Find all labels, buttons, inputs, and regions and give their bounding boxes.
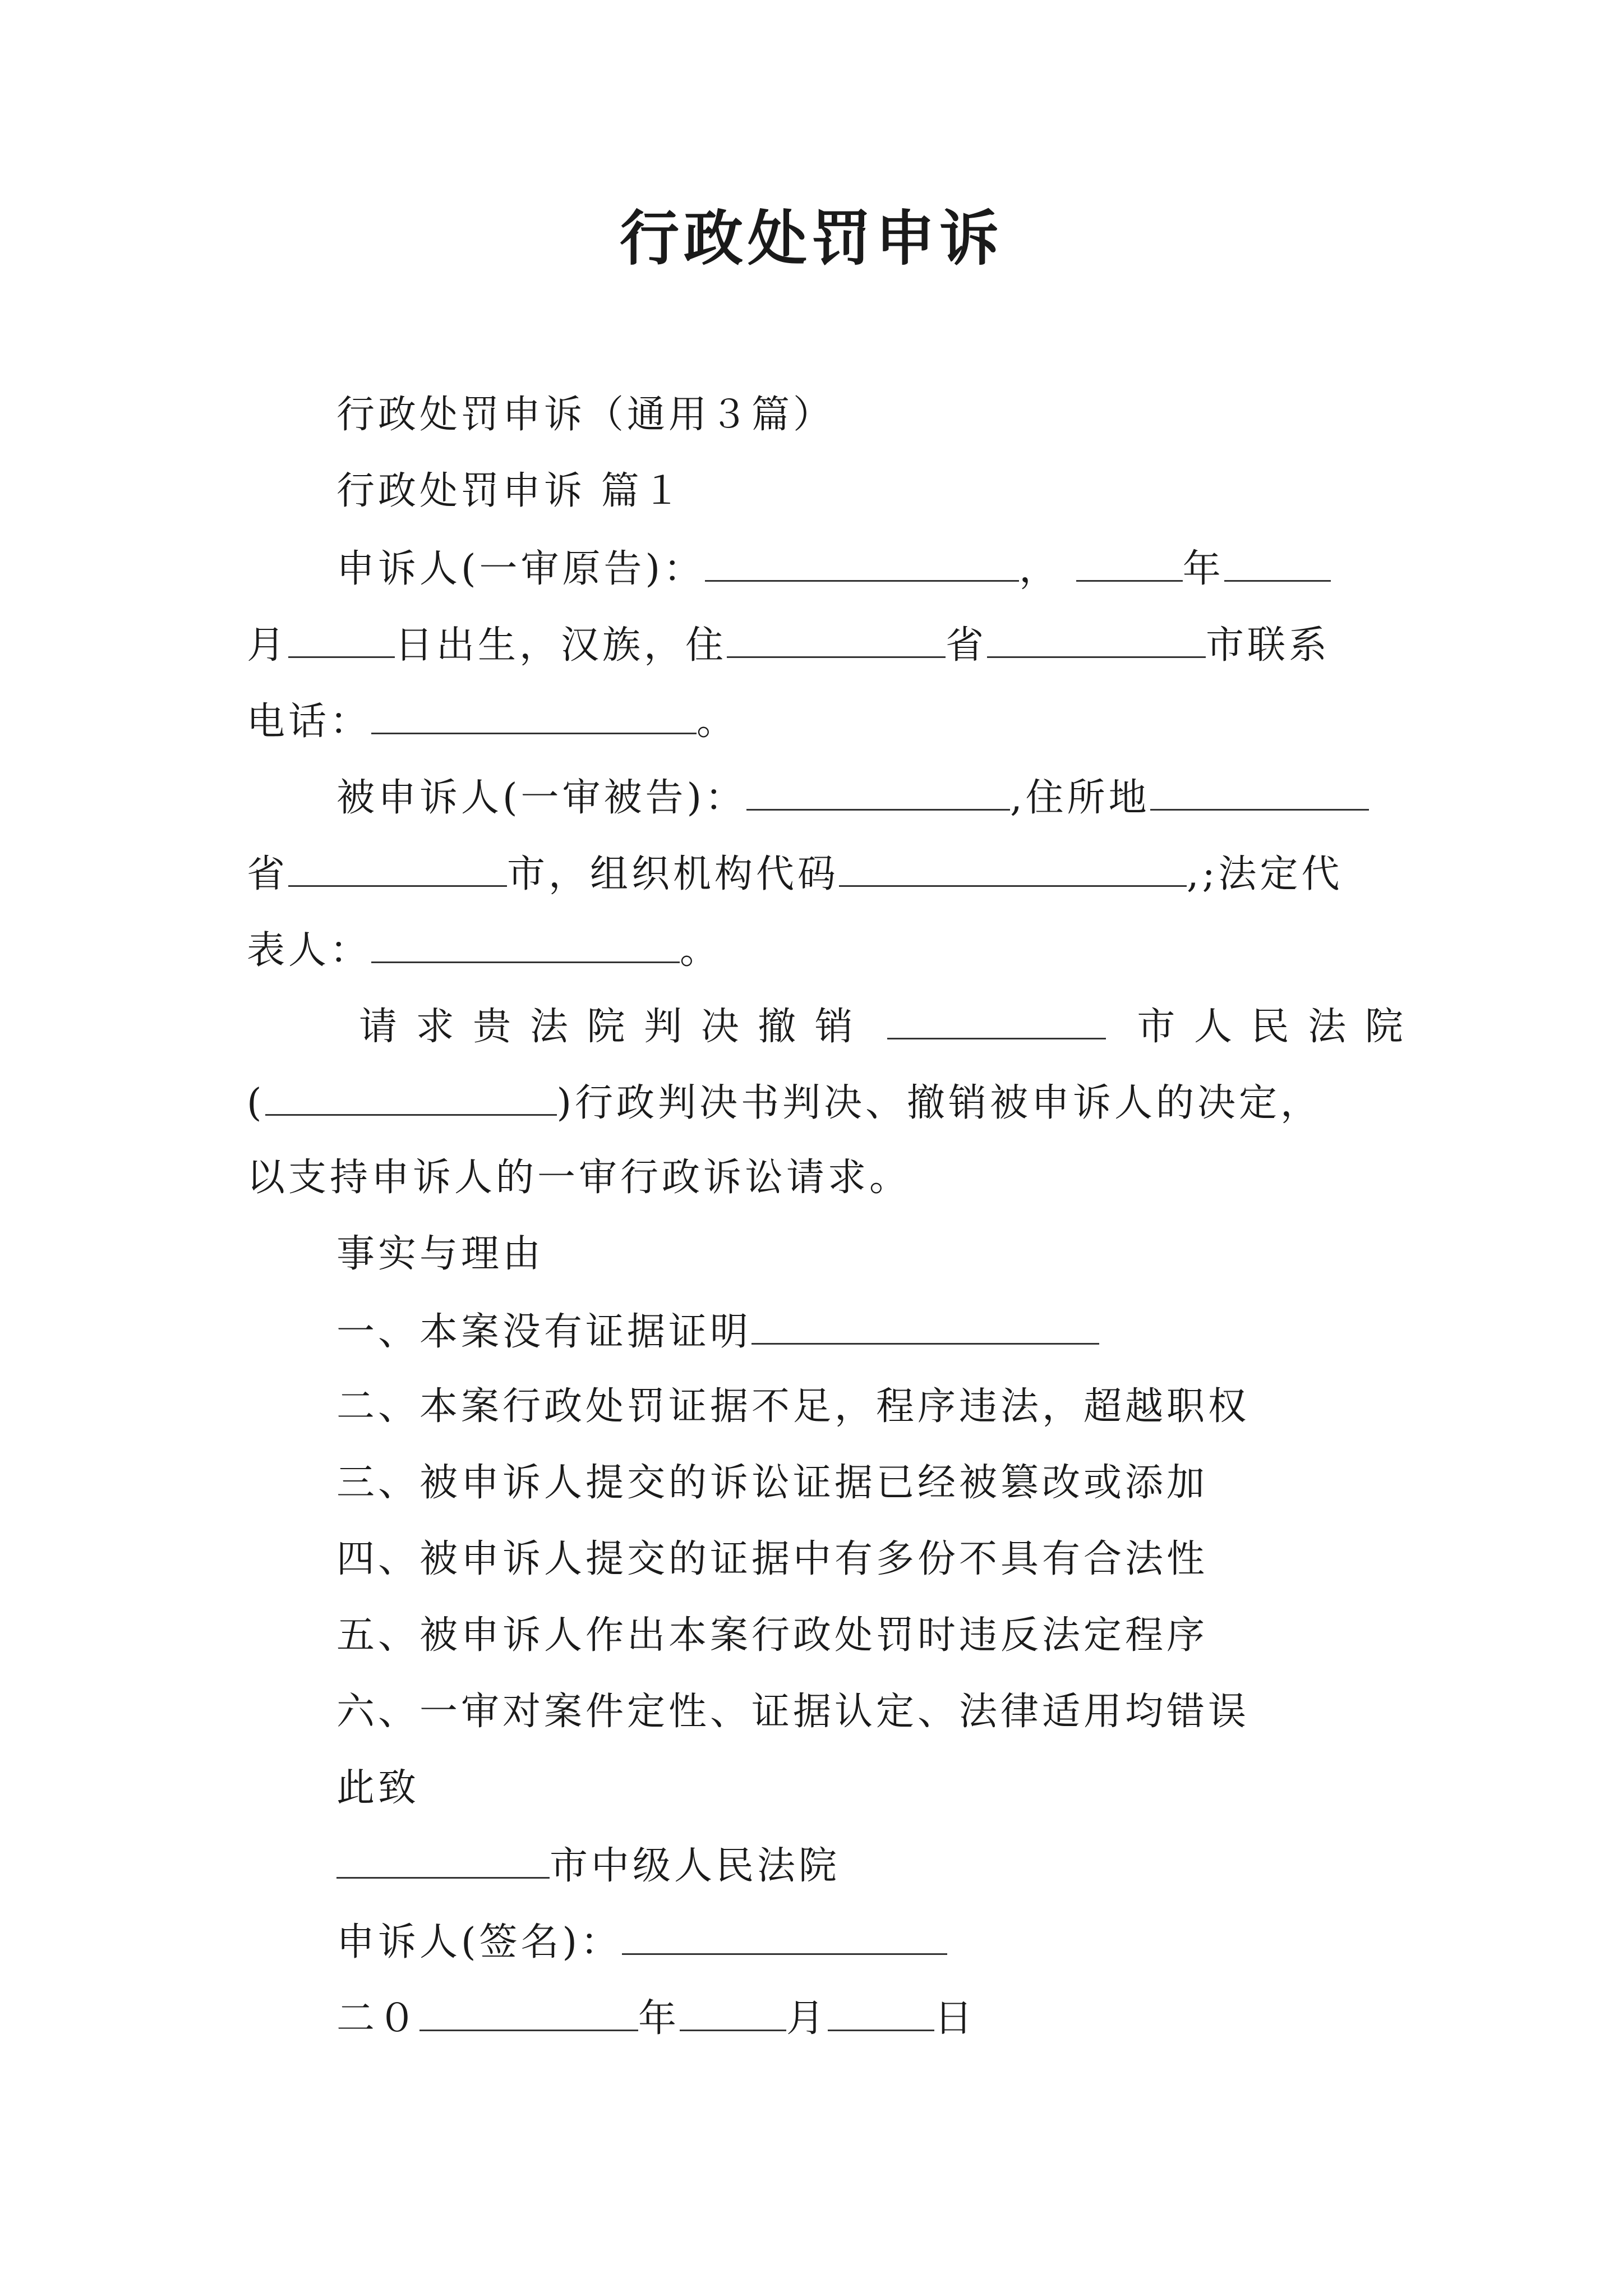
- respondent-line-3: 表人： 。: [247, 922, 721, 978]
- legal-rep-blank: [371, 922, 680, 963]
- subtitle: 行政处罚申诉（通用３篇）: [336, 393, 835, 437]
- address-province-blank: [288, 846, 507, 887]
- signature-line: 申诉人(签名)：: [336, 1914, 947, 1970]
- document-title: 行政处罚申诉: [620, 203, 1003, 273]
- date-year-blank: [419, 1990, 638, 2031]
- fact-item: 一、本案没有证据证明: [336, 1304, 1099, 1359]
- section-heading: 行政处罚申诉 篇１: [336, 469, 684, 513]
- court-name-blank: [887, 999, 1106, 1039]
- residence-province-blank: [987, 617, 1206, 658]
- birth-year-blank: [1076, 541, 1183, 582]
- org-code-blank: [839, 846, 1187, 887]
- appellant-line-2: 月 日出生，汉族，住 省 市联系: [247, 617, 1330, 673]
- facts-heading: 事实与理由: [336, 1232, 545, 1276]
- court-line: 市中级人民法院: [336, 1838, 840, 1893]
- residence-blank: [727, 617, 946, 658]
- appellant-name-blank: [705, 541, 1019, 582]
- request-line-3: 以支持申诉人的一审行政诉讼请求。: [247, 1156, 911, 1200]
- fact-item: 三、被申诉人提交的诉讼证据已经被篡改或添加: [336, 1461, 1209, 1505]
- fact-evidence-blank: [751, 1304, 1099, 1345]
- address-blank: [1150, 770, 1369, 811]
- fact-item: 四、被申诉人提交的证据中有多份不具有合法性: [336, 1537, 1209, 1581]
- birth-year-blank-2: [1224, 541, 1331, 582]
- fact-item: 二、本案行政处罚证据不足，程序违法，超越职权: [336, 1384, 1250, 1429]
- phone-blank: [371, 693, 697, 734]
- signature-blank: [622, 1914, 947, 1955]
- date-line: 二０ 年 月 日: [336, 1990, 976, 2046]
- date-month-blank: [680, 1990, 786, 2031]
- date-day-blank: [828, 1990, 934, 2031]
- judgment-number-blank: [265, 1075, 557, 1116]
- appellant-line-3: 电话： 。: [247, 693, 738, 749]
- court-city-blank: [336, 1838, 550, 1879]
- request-line-2: ( )行政判决书判决、撤销被申诉人的决定，: [247, 1075, 1322, 1130]
- birth-month-blank: [288, 617, 395, 658]
- request-line-1: 请 求 贵 法 院 判 决 撤 销 市 人 民 法 院: [359, 999, 1407, 1054]
- appellant-line-1: 申诉人(一审原告)： ， 年: [336, 541, 1331, 596]
- respondent-line-1: 被申诉人(一审被告)： ,住所地: [336, 770, 1369, 825]
- fact-item: 五、被申诉人作出本案行政处罚时违反法定程序: [336, 1613, 1209, 1658]
- respondent-line-2: 省 市，组织机构代码 ,;法定代: [247, 846, 1343, 901]
- respondent-name-blank: [746, 770, 1010, 811]
- fact-item: 六、一审对案件定性、证据认定、法律适用均错误: [336, 1690, 1250, 1734]
- closing: 此致: [336, 1766, 420, 1810]
